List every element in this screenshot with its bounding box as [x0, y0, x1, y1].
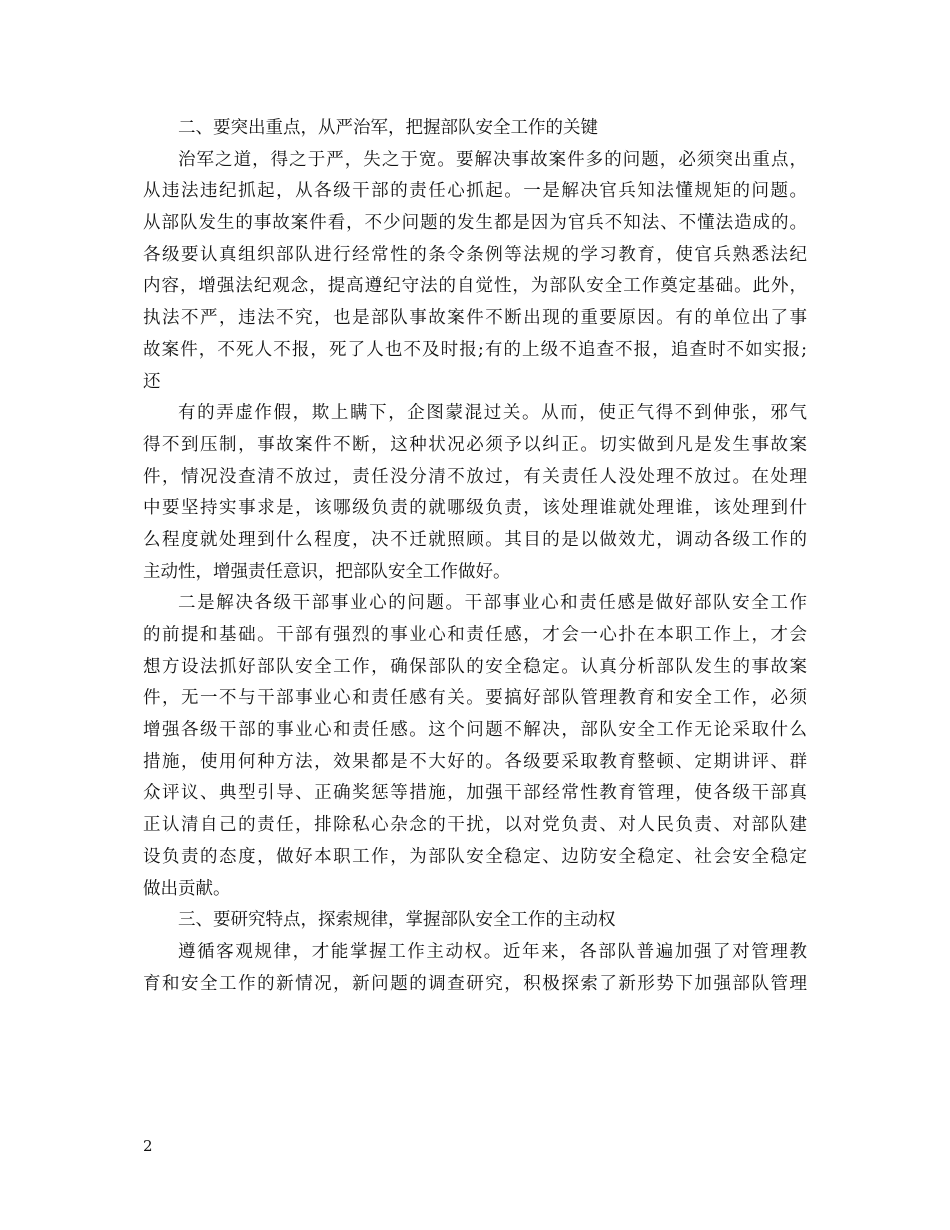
text-line: 从部队发生的事故案件看，不少问题的发生都是因为官兵不知法、不懂法造成的。 [143, 213, 807, 234]
text-line: 治军之道，得之于严，失之于宽。要解决事故案件多的问题，必须突出重点， [178, 149, 807, 170]
text-line: 众评议、典型引导、正确奖惩等措施，加强干部经常性教育管理，使各级干部真 [143, 783, 807, 804]
text-line: 育和安全工作的新情况，新问题的调查研究，积极探索了新形势下加强部队管理 [143, 973, 807, 994]
text-line: 措施，使用何种方法，效果都是不大好的。各级要采取教育整顿、定期讲评、群 [143, 751, 807, 772]
text-line: 二、要突出重点，从严治军，把握部队安全工作的关键 [178, 118, 598, 138]
text-line: 有的弄虚作假，欺上瞒下，企图蒙混过关。从而，使正气得不到伸张，邪气 [178, 403, 807, 424]
text-line: 主动性，增强责任意识，把部队安全工作做好。 [143, 561, 511, 582]
text-line: 中要坚持实事求是，该哪级负责的就哪级负责，该处理谁就处理谁，该处理到什 [143, 498, 807, 519]
text-line: 得不到压制，事故案件不断，这种状况必须予以纠正。切实做到凡是发生事故案 [143, 434, 807, 455]
text-line: 正认清自己的责任，排除私心杂念的干扰，以对党负责、对人民负责、对部队建 [143, 815, 807, 836]
text-line: 件，情况没查清不放过，责任没分清不放过，有关责任人没处理不放过。在处理 [143, 466, 807, 487]
text-line: 二是解决各级干部事业心的问题。干部事业心和责任感是做好部队安全工作 [178, 593, 807, 614]
text-line: 内容，增强法纪观念，提高遵纪守法的自觉性，为部队安全工作奠定基础。此外， [143, 276, 807, 297]
text-line: 从违法违纪抓起，从各级干部的责任心抓起。一是解决官兵知法懂规矩的问题。 [143, 181, 807, 202]
text-line: 增强各级干部的事业心和责任感。这个问题不解决，部队安全工作无论采取什么 [143, 720, 807, 741]
text-line: 还 [143, 371, 161, 392]
text-line: 做出贡献。 [143, 878, 231, 899]
text-line: 遵循客观规律，才能掌握工作主动权。近年来，各部队普遍加强了对管理教 [178, 941, 807, 962]
page-number: 2 [143, 1137, 153, 1155]
text-line: 的前提和基础。干部有强烈的事业心和责任感，才会一心扑在本职工作上，才会 [143, 625, 807, 645]
text-line: 想方设法抓好部队安全工作，确保部队的安全稳定。认真分析部队发生的事故案 [143, 656, 807, 677]
text-line: 执法不严，违法不究，也是部队事故案件不断出现的重要原因。有的单位出了事 [143, 308, 807, 329]
text-line: 故案件，不死人不报，死了人也不及时报;有的上级不追查不报，追查时不如实报; [143, 339, 807, 360]
text-line: 么程度就处理到什么程度，决不迁就照顾。其目的是以做效尤，调动各级工作的 [143, 529, 807, 550]
text-line: 件，无一不与干部事业心和责任感有关。要搞好部队管理教育和安全工作，必须 [143, 688, 807, 709]
text-line: 各级要认真组织部队进行经常性的条令条例等法规的学习教育，使官兵熟悉法纪 [143, 244, 807, 265]
text-line: 设负责的态度，做好本职工作，为部队安全稳定、边防安全稳定、社会安全稳定 [143, 846, 807, 867]
body-text [143, 113, 807, 1000]
text-line: 三、要研究特点，探索规律，掌握部队安全工作的主动权 [178, 910, 616, 931]
